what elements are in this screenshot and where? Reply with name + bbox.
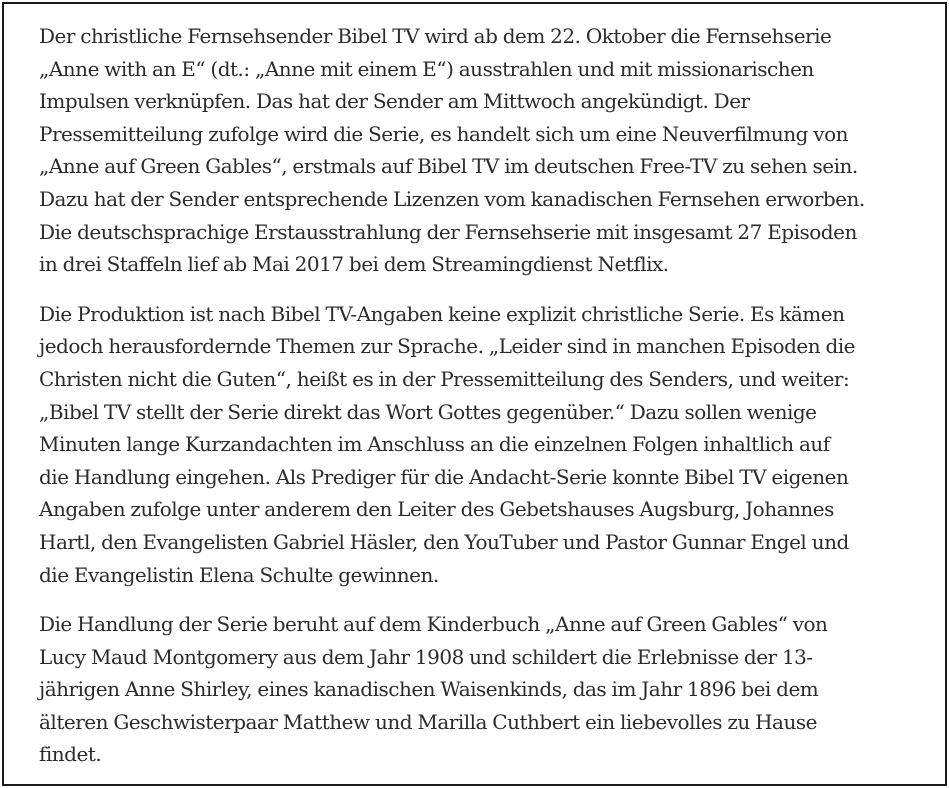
text-line: die Handlung eingehen. Als Prediger für die Andacht-Serie konnte Bibel TV eigenen: [39, 464, 849, 489]
text-line: Angaben zufolge unter anderem den Leiter des Gebetshauses Augsburg, Johannes: [39, 497, 834, 522]
text-line: die Evangelistin Elena Schulte gewinnen.: [39, 562, 439, 587]
paragraph-1: [39, 20, 939, 281]
text-line: älteren Geschwisterpaar Matthew und Marilla Cuthbert ein liebevolles zu Hause: [39, 709, 817, 734]
text-line: jedoch herausfordernde Themen zur Sprache. „Leider sind in manchen Episoden die: [39, 334, 856, 359]
text-line: Pressemitteilung zufolge wird die Serie, es handelt sich um eine Neuverfilmung von: [39, 121, 849, 146]
text-line: „Bibel TV stellt der Serie direkt das Wort Gottes gegenüber.“ Dazu sollen wenige: [39, 399, 817, 424]
text-line: Die Handlung der Serie beruht auf dem Kinderbuch „Anne auf Green Gables“ von: [39, 612, 828, 637]
text-line: Dazu hat der Sender entsprechende Lizenzen vom kanadischen Fernsehen erworben.: [39, 186, 865, 211]
article-frame: [2, 2, 947, 786]
text-line: Lucy Maud Montgomery aus dem Jahr 1908 und schildert die Erlebnisse der 13-: [39, 644, 813, 669]
text-line: Christen nicht die Guten“, heißt es in der Pressemitteilung des Senders, und weiter:: [39, 366, 850, 391]
paragraph-3: [39, 608, 939, 771]
text-line: „Anne with an E“ (dt.: „Anne mit einem E“) ausstrahlen und mit missionarischen: [39, 56, 814, 81]
paragraph-2: [39, 298, 939, 591]
text-line: in drei Staffeln lief ab Mai 2017 bei dem Streamingdienst Netflix.: [39, 252, 669, 277]
text-line: Minuten lange Kurzandachten im Anschluss an die einzelnen Folgen inhaltlich auf: [39, 432, 830, 457]
text-line: „Anne auf Green Gables“, erstmals auf Bibel TV im deutschen Free-TV zu sehen sein.: [39, 154, 858, 179]
text-line: Hartl, den Evangelisten Gabriel Häsler, den YouTuber und Pastor Gunnar Engel und: [39, 529, 849, 554]
text-line: Die Produktion ist nach Bibel TV-Angaben keine explizit christliche Serie. Es kämen: [39, 301, 845, 326]
text-line: jährigen Anne Shirley, eines kanadischen Waisenkinds, das im Jahr 1896 bei dem: [39, 677, 819, 702]
text-line: Impulsen verknüpfen. Das hat der Sender am Mittwoch angekündigt. Der: [39, 89, 750, 114]
text-line: findet.: [39, 742, 102, 767]
article-body: [39, 20, 939, 788]
text-line: Der christliche Fernsehsender Bibel TV wird ab dem 22. Oktober die Fernsehserie: [39, 24, 832, 48]
text-line: Die deutschsprachige Erstausstrahlung der Fernsehserie mit insgesamt 27 Episoden: [39, 219, 857, 244]
